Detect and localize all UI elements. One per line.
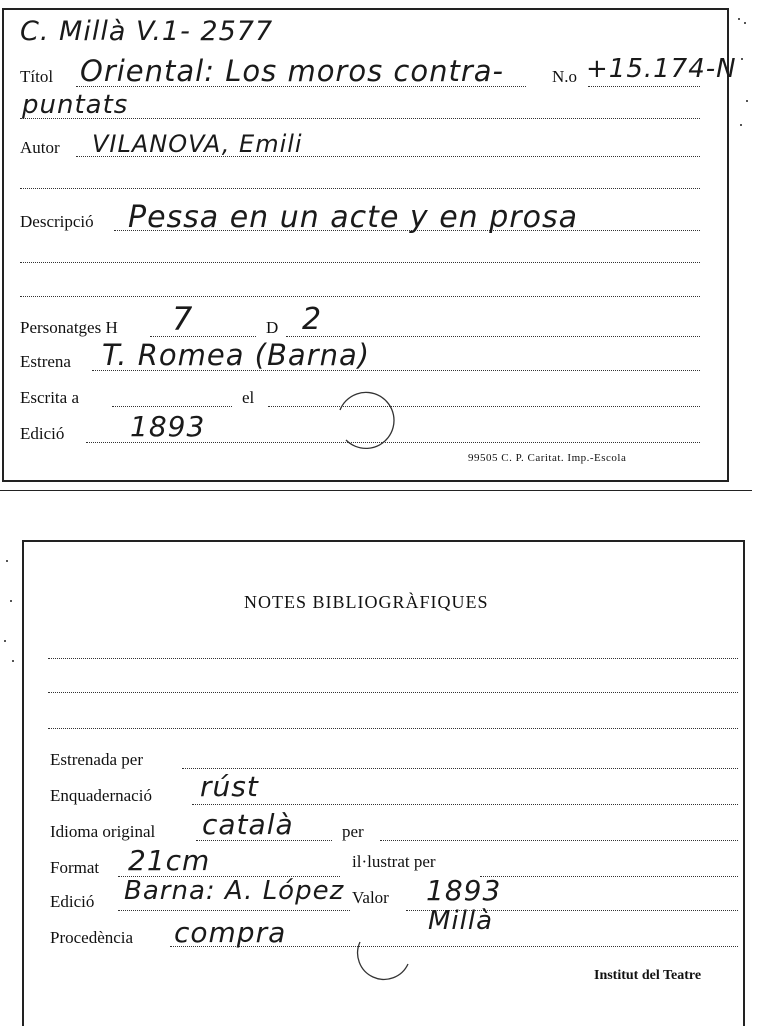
format-value: 21cm	[128, 844, 211, 877]
illustrat-label: il·lustrat per	[352, 852, 436, 871]
escrita-line	[112, 406, 232, 407]
personatges-h-line	[150, 336, 256, 337]
notes-line-3	[48, 728, 738, 729]
scan-speck	[746, 100, 748, 102]
procedencia-label: Procedència	[50, 928, 134, 947]
punch-hole-circle	[334, 388, 398, 452]
procedencia-value: compra	[174, 916, 287, 949]
printer-imprint: 99505 C. P. Caritat. Imp.-Escola	[468, 452, 627, 464]
back-edicio-line	[118, 910, 350, 911]
titol-value-line1: Oriental: Los moros contra-	[80, 54, 505, 88]
notes-line-1	[48, 658, 738, 659]
idioma-per-line	[380, 840, 738, 841]
catalog-card-back	[22, 540, 745, 1026]
notes-heading: NOTES BIBLIOGRÀFIQUES	[244, 592, 489, 612]
scan-speck	[738, 18, 740, 20]
escrita-label: Escrita a	[20, 388, 79, 407]
idioma-label: Idioma original	[50, 822, 156, 841]
estrena-label: Estrena	[20, 352, 71, 371]
procedencia-note: Millà	[428, 906, 494, 936]
scan-speck	[6, 560, 8, 562]
autor-label: Autor	[20, 138, 60, 157]
autor-line-2	[20, 188, 700, 189]
valor-label: Valor	[352, 888, 389, 907]
estrenada-label: Estrenada per	[50, 750, 143, 769]
enquadernacio-value: rúst	[200, 770, 259, 803]
enquadernacio-line	[192, 804, 738, 805]
personatges-d-value: 2	[302, 302, 323, 337]
descripcio-line-2	[20, 262, 700, 263]
valor-value: 1893	[426, 874, 502, 907]
header-note: C. Millà V.1- 2577	[20, 16, 274, 47]
personatges-label: Personatges H	[20, 318, 118, 337]
institution-stamp: Institut del Teatre	[594, 968, 702, 983]
titol-label: Títol	[20, 67, 54, 86]
scan-speck	[10, 600, 12, 602]
notes-line-2	[48, 692, 738, 693]
punch-hole-circle	[354, 928, 414, 988]
scan-speck	[740, 124, 742, 126]
idioma-value: català	[202, 808, 294, 841]
catalog-card-front	[2, 8, 737, 482]
autor-value: VILANOVA, Emili	[92, 130, 303, 158]
escrita-el-label: el	[242, 388, 255, 407]
enquadernacio-label: Enquadernació	[50, 786, 152, 805]
format-label: Format	[50, 858, 100, 877]
scan-speck	[744, 22, 746, 24]
back-edicio-label: Edició	[50, 892, 95, 911]
descripcio-line-3	[20, 296, 700, 297]
back-edicio-value: Barna: A. López	[124, 876, 345, 906]
descripcio-value: Pessa en un acte y en prosa	[128, 200, 578, 235]
titol-value-line2: puntats	[22, 90, 129, 120]
numero-label: N.o	[552, 67, 578, 86]
estrena-value: T. Romea (Barna)	[102, 338, 371, 372]
numero-line	[588, 86, 700, 87]
numero-value: +15.174-N	[586, 54, 737, 84]
card-divider	[0, 490, 752, 491]
illustrat-line	[480, 876, 738, 877]
idioma-per-label: per	[342, 822, 364, 841]
estrenada-line	[182, 768, 738, 769]
personatges-d-label: D	[266, 318, 279, 337]
scan-speck	[12, 660, 14, 662]
escrita-el-line	[268, 406, 700, 407]
scan-speck	[4, 640, 6, 642]
descripcio-label: Descripció	[20, 212, 94, 231]
scan-speck	[741, 58, 743, 60]
edicio-value: 1893	[130, 410, 206, 443]
personatges-d-line	[286, 336, 700, 337]
edicio-label: Edició	[20, 424, 65, 443]
personatges-h-value: 7	[172, 300, 194, 338]
